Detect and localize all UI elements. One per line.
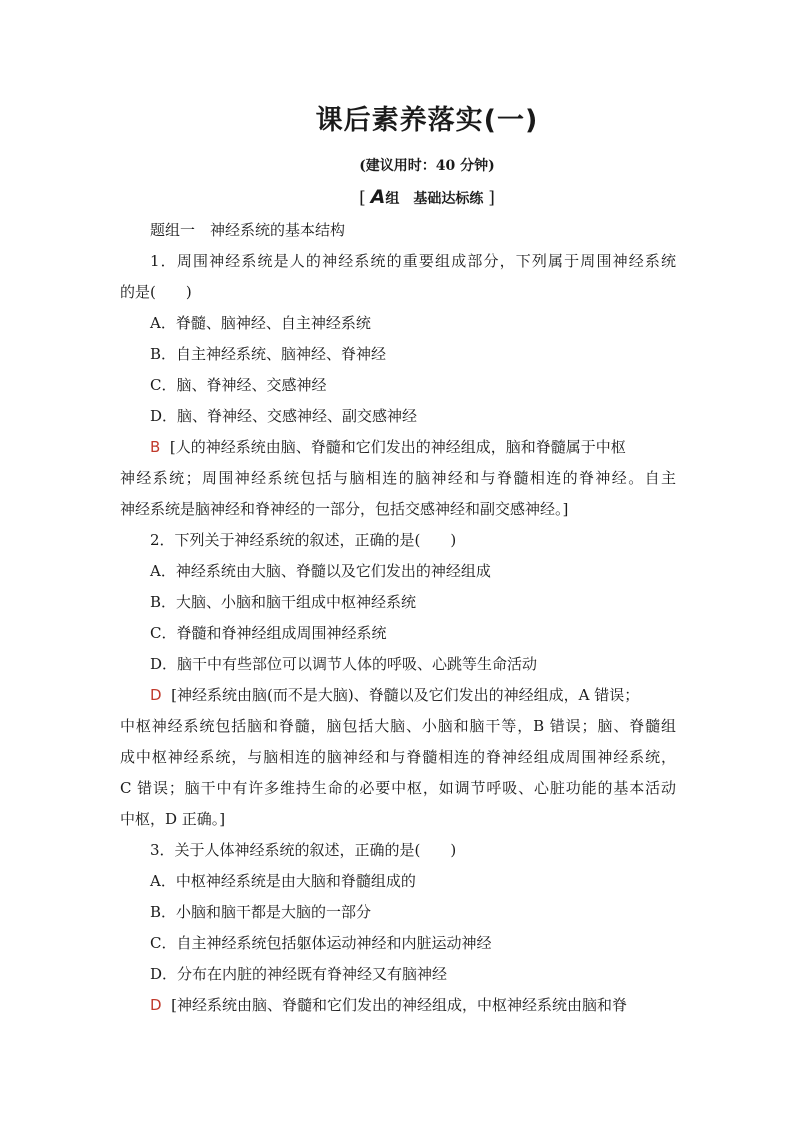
question-2-explanation-text-1: [神经系统由脑(而不是大脑)、脊髓以及它们发出的神经组成，A 错误； (171, 686, 640, 704)
group-label: 组 基础达标练 (385, 191, 484, 207)
question-body (120, 215, 676, 1021)
question-2-explanation-line-1 (120, 680, 676, 711)
question-3-option-b: B．小脑和脑干都是大脑的一部分 (150, 903, 372, 921)
question-3-explanation-text-1: [神经系统由脑、脊髓和它们发出的神经组成，中枢神经系统由脑和脊 (171, 996, 627, 1014)
question-3-option-d: D．分布在内脏的神经既有脊神经又有脑神经 (150, 965, 448, 983)
question-1-explanation-line-2: 神经系统；周围神经系统包括与脑相连的脑神经和与脊髓相连的脊神经。自主 (120, 469, 676, 487)
question-1-explanation-line-3: 神经系统是脑神经和脊神经的一部分，包括交感神经和副交感神经。] (120, 500, 569, 518)
question-1-stem-line-2: 的是( ) (120, 283, 192, 301)
question-3-option-a: A．中枢神经系统是由大脑和脊髓组成的 (150, 872, 416, 890)
question-1-answer: B (150, 438, 161, 456)
question-2-option-d: D．脑干中有些部位可以调节人体的呼吸、心跳等生命活动 (150, 655, 538, 673)
question-1-option-c: C．脑、脊神经、交感神经 (150, 376, 327, 394)
question-2-explanation-line-5: 中枢，D 正确。] (120, 810, 226, 828)
question-1-explanation-text-1: [人的神经系统由脑、脊髓和它们发出的神经组成，脑和脊髓属于中枢 (169, 438, 626, 456)
question-1-option-b: B．自主神经系统、脑神经、脊神经 (150, 345, 387, 363)
page-title: 课后素养落实(一) (315, 105, 539, 136)
question-1-option-d: D．脑、脊神经、交感神经、副交感神经 (150, 407, 418, 425)
question-3-stem-line-1: 3．关于人体神经系统的叙述，正确的是( ) (150, 841, 457, 859)
question-2-answer: D (150, 686, 162, 704)
group-letter: A (370, 186, 386, 208)
question-2-option-a: A．神经系统由大脑、脊髓以及它们发出的神经组成 (150, 562, 491, 580)
question-2-explanation-line-3: 成中枢神经系统，与脑相连的脑神经和与脊髓相连的脊神经组成周围神经系统， (120, 748, 676, 766)
group-bracket-close: ] (488, 188, 495, 208)
suggested-time: (建议用时：40 分钟) (359, 158, 495, 174)
question-3-option-c: C．自主神经系统包括躯体运动神经和内脏运动神经 (150, 934, 492, 952)
question-2-explanation-line-4: C 错误；脑干中有许多维持生命的必要中枢，如调节呼吸、心脏功能的基本活动 (120, 779, 676, 797)
question-2-option-c: C．脊髓和脊神经组成周围神经系统 (150, 624, 387, 642)
question-2-explanation-line-2: 中枢神经系统包括脑和脊髓，脑包括大脑、小脑和脑干等，B 错误；脑、脊髓组 (120, 717, 676, 735)
section-heading: 题组一 神经系统的基本结构 (150, 221, 346, 239)
group-bracket-open: [ (359, 188, 366, 208)
question-3-answer: D (150, 996, 162, 1014)
question-1-explanation-line-1 (120, 432, 676, 463)
question-2-option-b: B．大脑、小脑和脑干组成中枢神经系统 (150, 593, 417, 611)
question-1-option-a: A．脊髓、脑神经、自主神经系统 (150, 314, 371, 332)
question-2-stem-line-1: 2．下列关于神经系统的叙述，正确的是( ) (150, 531, 457, 549)
question-1-stem-line-1: 1．周围神经系统是人的神经系统的重要组成部分，下列属于周围神经系统 (150, 252, 676, 270)
question-3-explanation-line-1 (120, 990, 676, 1021)
group-header (0, 186, 794, 208)
